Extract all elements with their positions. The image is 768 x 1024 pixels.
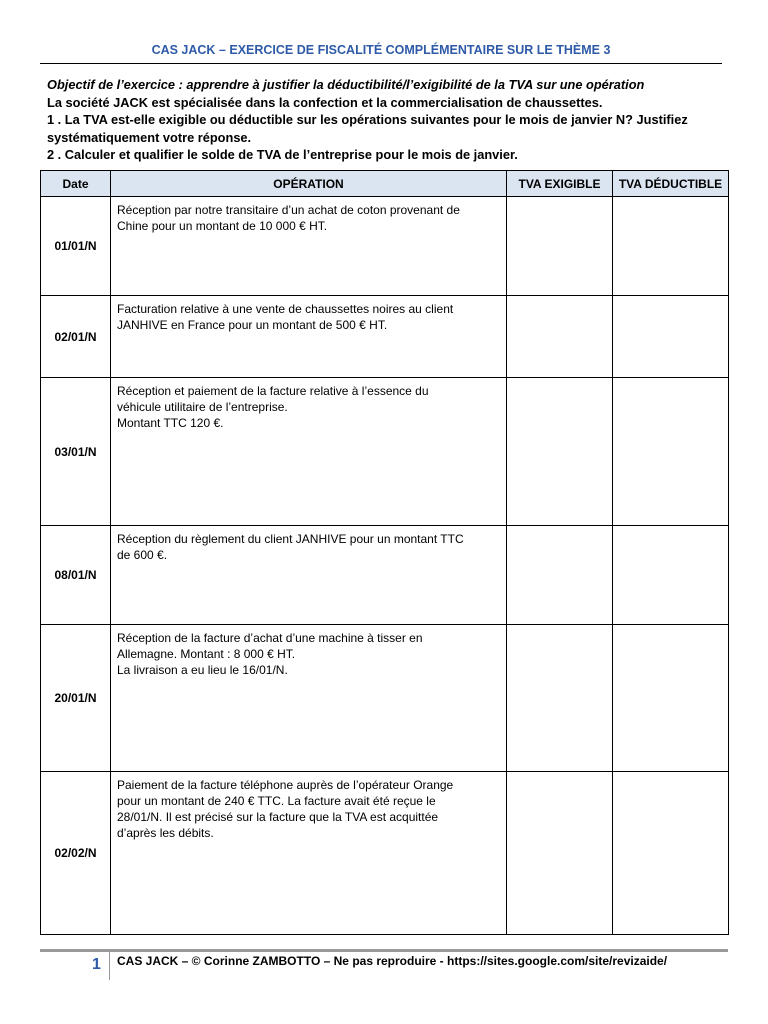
- tva-exigible-cell[interactable]: [507, 526, 613, 625]
- row-date: 20/01/N: [41, 625, 111, 772]
- operation-line: Réception de la facture d’achat d’une machine à tisser en: [117, 631, 423, 645]
- operation-line: d’après les débits.: [117, 826, 214, 840]
- row-operation: [111, 296, 507, 378]
- table-row: [41, 197, 729, 296]
- operation-line: Chine pour un montant de 10 000 € HT.: [117, 219, 328, 233]
- column-header-date: Date: [41, 171, 111, 197]
- operation-line: Réception et paiement de la facture relative à l’essence du: [117, 384, 429, 398]
- operation-line: véhicule utilitaire de l’entreprise.: [117, 400, 288, 414]
- tva-deductible-cell[interactable]: [613, 197, 729, 296]
- operation-line: Paiement de la facture téléphone auprès de l’opérateur Orange: [117, 778, 454, 792]
- operation-line: La livraison a eu lieu le 16/01/N.: [117, 663, 288, 677]
- tva-exigible-cell[interactable]: [507, 197, 613, 296]
- row-date: 03/01/N: [41, 378, 111, 526]
- tva-deductible-cell[interactable]: [613, 526, 729, 625]
- page-number: 1: [92, 956, 101, 973]
- exercise-intro: [47, 76, 727, 164]
- table-row: [41, 772, 729, 935]
- operation-line: Réception par notre transitaire d’un achat de coton provenant de: [117, 203, 460, 217]
- question-1: 1 . La TVA est-elle exigible ou déductible sur les opérations suivantes pour le mois de janvier N? Justifiez systématiquement votre réponse.: [47, 112, 688, 145]
- operation-line: Facturation relative à une vente de chaussettes noires au client: [117, 302, 454, 316]
- tva-exigible-cell[interactable]: [507, 378, 613, 526]
- tva-exigible-cell[interactable]: [507, 296, 613, 378]
- column-header-tva-deductible: TVA DÉDUCTIBLE: [613, 171, 729, 197]
- row-date: 01/01/N: [41, 197, 111, 296]
- row-date: 08/01/N: [41, 526, 111, 625]
- table-header-row: [41, 171, 729, 197]
- tva-exigible-cell[interactable]: [507, 625, 613, 772]
- table-row: [41, 296, 729, 378]
- operation-line: 28/01/N. Il est précisé sur la facture que la TVA est acquittée: [117, 810, 439, 824]
- row-operation: [111, 197, 507, 296]
- operation-line: de 600 €.: [117, 548, 168, 562]
- operation-line: pour un montant de 240 € TTC. La facture avait été reçue le: [117, 794, 436, 808]
- row-operation: [111, 378, 507, 526]
- footer-copyright: CAS JACK – © Corinne ZAMBOTTO – Ne pas reproduire - https://sites.google.com/site/revizaide/: [117, 954, 668, 968]
- operation-line: Allemagne. Montant : 8 000 € HT.: [117, 647, 296, 661]
- page-title: CAS JACK – EXERCICE DE FISCALITÉ COMPLÉMENTAIRE SUR LE THÈME 3: [151, 43, 611, 57]
- tva-exigible-cell[interactable]: [507, 772, 613, 935]
- row-operation: [111, 526, 507, 625]
- operation-line: Montant TTC 120 €.: [117, 416, 224, 430]
- tva-deductible-cell[interactable]: [613, 625, 729, 772]
- tva-deductible-cell[interactable]: [613, 296, 729, 378]
- column-header-operation: OPÉRATION: [111, 171, 507, 197]
- table-row: [41, 526, 729, 625]
- row-date: 02/01/N: [41, 296, 111, 378]
- exercise-objective: Objectif de l’exercice : apprendre à justifier la déductibilité/l’exigibilité de la TVA sur une opération: [47, 77, 645, 92]
- table-row: [41, 378, 729, 526]
- question-2: 2 . Calculer et qualifier le solde de TVA de l’entreprise pour le mois de janvier.: [47, 147, 518, 163]
- operation-line: JANHIVE en France pour un montant de 500 € HT.: [117, 318, 388, 332]
- tva-deductible-cell[interactable]: [613, 772, 729, 935]
- row-date: 02/02/N: [41, 772, 111, 935]
- header-divider: [40, 63, 722, 64]
- row-operation: [111, 772, 507, 935]
- page-footer: [40, 952, 728, 980]
- operation-line: Réception du règlement du client JANHIVE pour un montant TTC: [117, 532, 464, 546]
- row-operation: [111, 625, 507, 772]
- column-header-tva-exigible: TVA EXIGIBLE: [507, 171, 613, 197]
- footer-separator: [109, 952, 110, 980]
- company-context: La société JACK est spécialisée dans la confection et la commercialisation de chaussettes.: [47, 94, 603, 110]
- table-row: [41, 625, 729, 772]
- tva-deductible-cell[interactable]: [613, 378, 729, 526]
- operations-table: [40, 170, 729, 935]
